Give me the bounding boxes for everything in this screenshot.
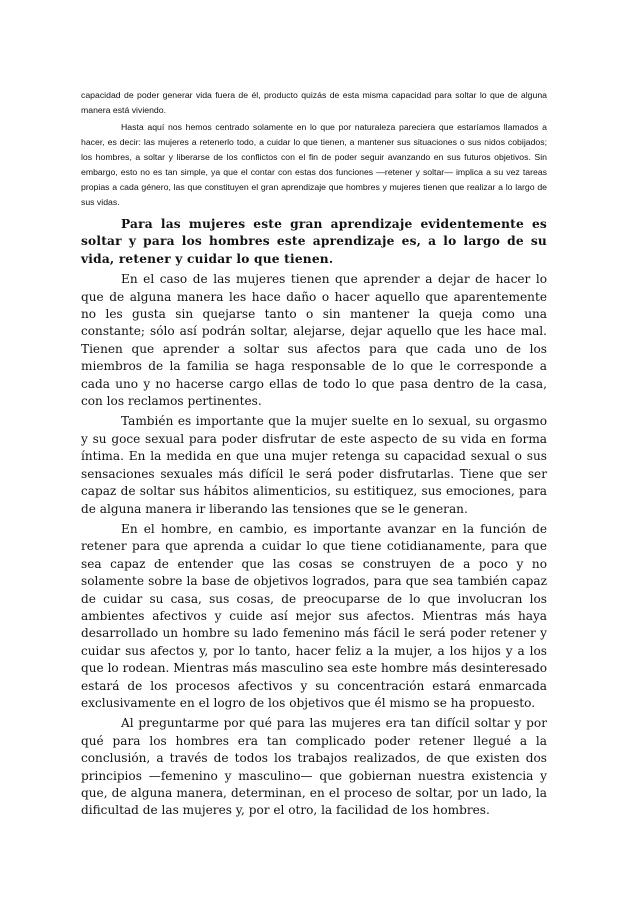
paragraph-women: En el caso de las mujeres tienen que aprender a dejar de hacer lo que de alguna manera les hace daño o hacer aquello que aparentemente no les gusta sin quejarse tanto o sin mantener la queja como una constante; sólo así podrán soltar, alejarse, dejar aquello que les hace mal. Tienen que aprender a soltar sus afectos para que cada uno de los miembros de la familia se haga responsable de lo que le corresponde a cada uno y no hacerse cargo ellas de todo lo que pasa dentro de la casa, con los reclamos pertinentes. (81, 272, 547, 409)
document-page (81, 88, 547, 820)
intro-continuation: capacidad de poder generar vida fuera de él, producto quizás de esta misma capacidad para soltar lo que de alguna manera está viviendo. (81, 90, 547, 115)
paragraph-men: En el hombre, en cambio, es importante avanzar en la función de retener para que aprenda a cuidar lo que tiene cotidianamente, para que sea capaz de entender que las cosas se construyen de a poco y no solamente sobre la base de objetivos logrados, para que sea también capaz de cuidar su casa, sus cosas, de preocuparse de lo que involucran los ambientes afectivos y cuide así mejor sus afectos. Mientras más haya desarrollado un hombre su lado femenino más fácil le será poder retener y cuidar sus afectos y, por lo tanto, hacer feliz a la mujer, a los hijos y a los que lo rodean. Mientras más masculino sea este hombre más desinteresado estará de los procesos afectivos y su concentración estará enmarcada exclusivamente en el logro de los objetivos que él mismo se ha propuesto. (81, 521, 547, 710)
paragraph-sexuality: También es importante que la mujer suelte en lo sexual, su orgasmo y su goce sexual para poder disfrutar de este aspecto de su vida en forma íntima. En la medida en que una mujer retenga su capacidad sexual o sus sensaciones sexuales más difícil le será poder disfrutarlas. Tiene que ser capaz de soltar sus hábitos alimenticios, su estitiquez, sus emociones, para de alguna manera ir liberando las tensiones que se le generan. (81, 414, 547, 516)
bold-statement: Para las mujeres este gran aprendizaje evidentemente es soltar y para los hombres este aprendizaje es, a lo largo de su vida, retener y cuidar lo que tienen. (81, 217, 547, 266)
paragraph-conclusion: Al preguntarme por qué para las mujeres era tan difícil soltar y por qué para los hombres era tan complicado poder retener llegué a la conclusión, a través de todos los trabajos realizados, de que existen dos principios —femenino y masculino— que gobiernan nuestra existencia y que, de alguna manera, determinan, en el proceso de soltar, por un lado, la dificultad de las mujeres y, por el otro, la facilidad de los hombres. (81, 716, 547, 818)
intro-paragraph: Hasta aquí nos hemos centrado solamente en lo que por naturaleza pareciera que estaríamos llamados a hacer, es decir: las mujeres a retenerlo todo, a cuidar lo que tienen, a mantener sus situaciones o sus nidos cobijados; los hombres, a soltar y liberarse de los conflictos con el fin de poder seguir avanzando en sus futuros objetivos. Sin embargo, esto no es tan simple, ya que el contar con estas dos funciones —retener y soltar— implica a su vez tareas propias a cada género, las que constituyen el gran aprendizaje que hombres y mujeres tienen que realizar a lo largo de sus vidas. (81, 122, 547, 207)
